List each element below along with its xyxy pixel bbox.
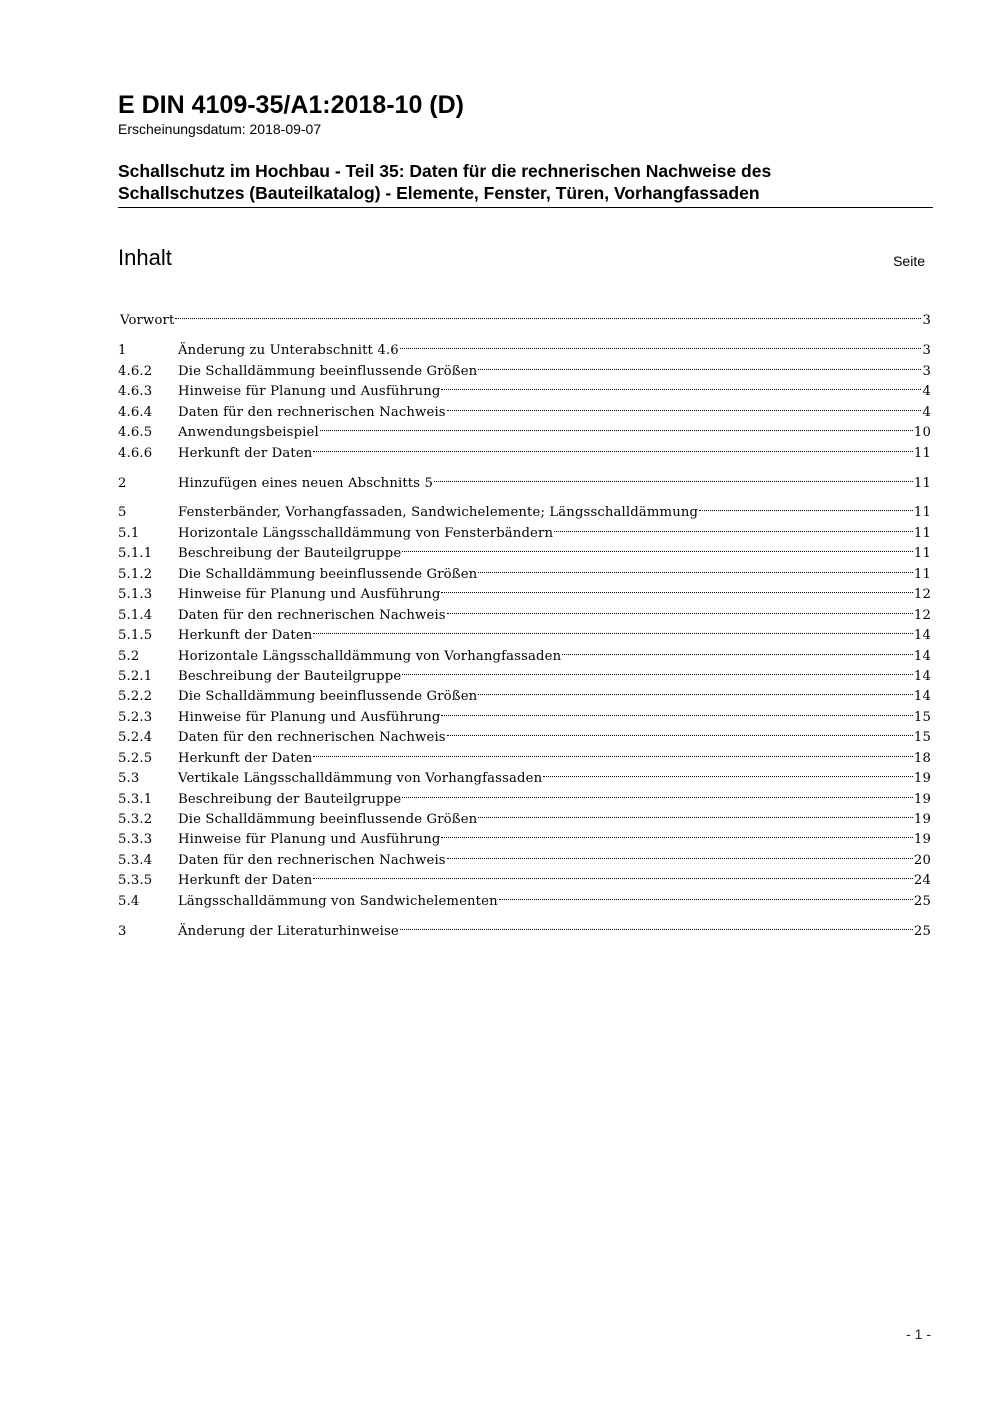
toc-entry-number: 5.2.4 [118,730,153,746]
toc-entry-text: Daten für den rechnerischen Nachweis [178,852,446,868]
toc-entry-page: 19 [913,791,931,807]
toc-entry-page: 11 [913,525,931,541]
toc-entry-number: 5.2.2 [118,689,153,705]
toc-entry-text: Hinweise für Planung und Ausführung [178,587,441,603]
toc-entry-number: 4.6.4 [118,404,153,420]
toc-dot-leader [478,354,921,374]
toc-dot-leader [313,619,912,639]
toc-entry-page: 11 [913,546,931,562]
toc-entry[interactable] [118,466,931,491]
document-title [118,160,933,208]
toc-entry-number: 5.1.3 [118,587,153,603]
toc-entry-number: 5.3.4 [118,852,153,868]
toc-entry-number: 5.1.2 [118,566,153,582]
toc-entry-text: Die Schalldämmung beeinflussende Größen [178,566,478,582]
toc-heading: Inhalt [118,245,172,270]
toc-entry-text: Hinweise für Planung und Ausführung [178,384,441,400]
toc-entry-number: 2 [118,475,127,491]
toc-entry-number: 5.3.3 [118,832,153,848]
toc-entry-number: 5.1.4 [118,607,153,623]
toc-entry-text: Herkunft der Daten [178,750,313,766]
toc-dot-leader [400,914,913,934]
footer-page-number: - 1 - [906,1326,931,1342]
toc-entry-page: 19 [913,832,931,848]
toc-entry-number: 3 [118,923,127,939]
toc-dot-leader [543,762,913,782]
toc-entry-page: 25 [913,923,931,939]
toc-dot-leader [320,416,913,436]
toc-entry-number: 4.6.6 [118,445,153,461]
toc-dot-leader [313,864,912,884]
toc-dot-leader [699,496,913,516]
toc-entry-text: Herkunft der Daten [178,873,313,889]
toc-entry-number: 4.6.3 [118,384,153,400]
toc-dot-leader [434,466,913,486]
toc-entry-number: 5 [118,505,127,521]
toc-entry-number: 4.6.5 [118,425,153,441]
toc-dot-leader [441,375,921,395]
toc-entry-text: Daten für den rechnerischen Nachweis [178,730,446,746]
toc-entry-number: 5.1 [118,525,140,541]
toc-entry-number: 5.3.5 [118,873,153,889]
toc-entry-page: 18 [913,750,931,766]
toc-entry[interactable] [118,914,931,939]
toc-entry-number: 5.1.1 [118,546,153,562]
table-of-contents [118,304,931,939]
toc-entry-number: 5.2 [118,648,140,664]
toc-entry-page: 4 [922,384,931,400]
toc-entry-number: 5.2.1 [118,668,153,684]
toc-entry-page: 19 [913,812,931,827]
toc-entry[interactable] [118,304,931,329]
toc-entry-page: 14 [913,689,931,705]
toc-entry-text: Vertikale Längsschalldämmung von Vorhangfassaden [178,771,543,787]
toc-dot-leader [313,436,912,456]
toc-entry-number: 5.2.3 [118,709,153,725]
toc-entry-page: 11 [913,475,931,491]
toc-entry-text: Anwendungsbeispiel [178,425,319,441]
toc-entry-number: 5.4 [118,893,140,909]
toc-dot-leader [175,304,921,324]
toc-entry-page: 15 [913,709,931,725]
toc-entry-text: Beschreibung der Bauteilgruppe [178,546,402,562]
toc-dot-leader [447,395,922,415]
toc-dot-leader [554,516,913,536]
toc-entry-text: Daten für den rechnerischen Nachweis [178,607,446,623]
toc-entry-page: 3 [922,343,931,359]
toc-dot-leader [562,639,913,659]
toc-entry-page: 12 [913,607,931,623]
toc-entry-text: Fensterbänder, Vorhangfassaden, Sandwichelemente; Längsschalldämmung [178,505,699,521]
toc-entry-text: Horizontale Längsschalldämmung von Vorhangfassaden [178,648,562,664]
toc-dot-leader [402,782,913,802]
toc-entry-page: 11 [913,505,931,521]
toc-entry-page: 3 [922,363,931,379]
toc-entry-text: Hinweise für Planung und Ausführung [178,832,441,848]
toc-page-heading: Seite [893,253,925,269]
toc-entry-page: 4 [922,404,931,420]
toc-dot-leader [402,537,913,557]
toc-entry-text: Hinzufügen eines neuen Abschnitts 5 [178,475,434,491]
toc-entry-text: Änderung zu Unterabschnitt 4.6 [178,343,399,359]
toc-entry-number: 5.2.5 [118,750,153,766]
toc-entry-number: 5.3 [118,771,140,787]
toc-entry-page: 3 [922,313,931,329]
toc-entry-text: Herkunft der Daten [178,445,313,461]
toc-entry-number: 5.3.2 [118,812,153,827]
toc-entry-text: Die Schalldämmung beeinflussende Größen [178,812,478,827]
toc-entry-page: 25 [913,893,931,909]
toc-dot-leader [478,557,913,577]
toc-entry-page: 11 [913,566,931,582]
toc-dot-leader [441,700,912,720]
toc-entry-page: 14 [913,648,931,664]
toc-entry-number: 1 [118,343,127,359]
document-title-line-1: Schallschutz im Hochbau - Teil 35: Daten für die rechnerischen Nachweise des [118,161,772,181]
toc-dot-leader [447,843,913,863]
toc-entry-number: 4.6.2 [118,363,153,379]
toc-dot-leader [402,660,913,680]
toc-entry-text: Beschreibung der Bauteilgruppe [178,791,402,807]
toc-entry-text: Längsschalldämmung von Sandwichelementen [178,893,498,909]
toc-entry-text: Die Schalldämmung beeinflussende Größen [178,689,478,705]
document-title-line-2: Schallschutzes (Bauteilkatalog) - Elemente, Fenster, Türen, Vorhangfassaden [118,183,760,203]
toc-entry-page: 14 [913,628,931,644]
toc-entry-text: Vorwort [120,313,175,329]
toc-entry-page: 15 [913,730,931,746]
toc-entry-text: Herkunft der Daten [178,628,313,644]
toc-entry-text: Horizontale Längsschalldämmung von Fensterbändern [178,525,554,541]
toc-entry[interactable] [118,334,931,359]
toc-entry-page: 11 [913,445,931,461]
toc-dot-leader [447,598,913,618]
toc-dot-leader [478,803,913,823]
toc-entry-page: 20 [913,852,931,868]
toc-entry[interactable] [118,496,931,521]
toc-entry-page: 19 [913,771,931,787]
toc-dot-leader [499,884,913,904]
toc-entry-text: Die Schalldämmung beeinflussende Größen [178,363,478,379]
toc-entry-page: 12 [913,587,931,603]
document-id: E DIN 4109-35/A1:2018-10 (D) [118,91,464,119]
publication-date: Erscheinungsdatum: 2018-09-07 [118,121,322,137]
toc-entry-number: 5.1.5 [118,628,153,644]
toc-dot-leader [441,578,912,598]
toc-entry-text: Hinweise für Planung und Ausführung [178,709,441,725]
toc-dot-leader [478,680,913,700]
toc-dot-leader [441,823,912,843]
toc-entry-text: Beschreibung der Bauteilgruppe [178,668,402,684]
toc-entry-text: Daten für den rechnerischen Nachweis [178,404,446,420]
toc-dot-leader [400,334,922,354]
toc-dot-leader [313,741,912,761]
toc-entry-number: 5.3.1 [118,791,153,807]
toc-dot-leader [447,721,913,741]
toc-entry-page: 24 [913,873,931,889]
toc-entry-text: Änderung der Literaturhinweise [178,923,399,939]
toc-entry-page: 10 [913,425,931,441]
toc-entry-page: 14 [913,668,931,684]
